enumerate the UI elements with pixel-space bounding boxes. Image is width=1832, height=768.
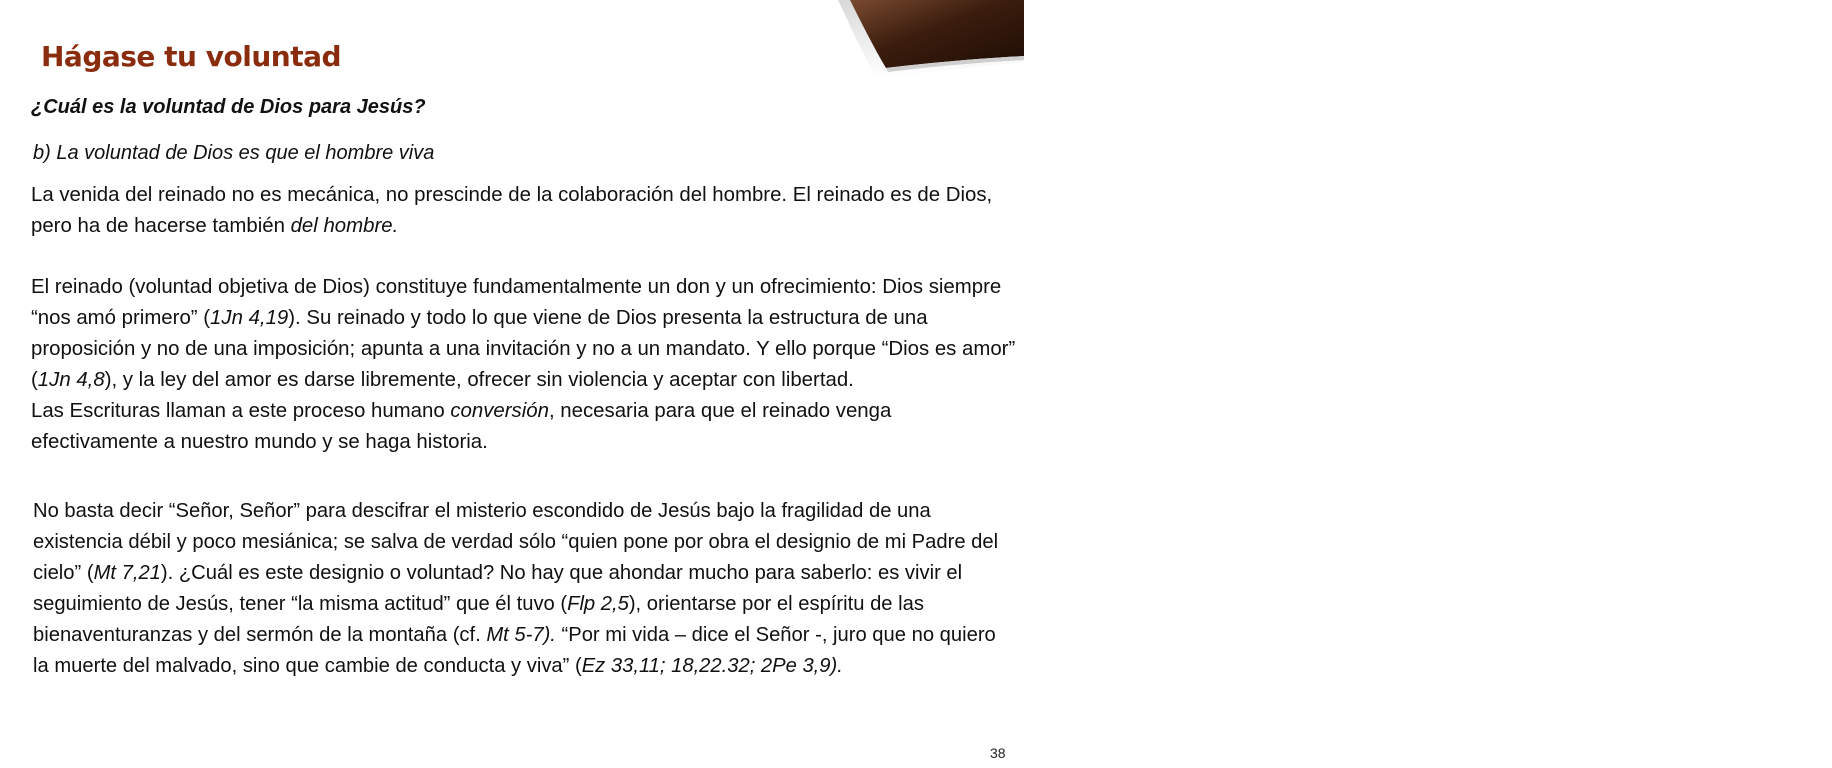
scripture-reference: 1Jn 4,8 bbox=[37, 369, 105, 391]
paragraph-text: No basta decir “Señor, Señor” para descifrar el misterio escondido de Jesús bajo la fragilidad de una existencia débil y poco mesiánica; se salva de verdad sólo “quien pone por obra el designio de mi Padre del cielo” ( bbox=[33, 500, 999, 584]
scripture-reference: Mt 5-7). bbox=[486, 624, 556, 646]
paragraph-text: El reinado (voluntad objetiva de Dios) constituye fundamentalmente un don y un ofrecimiento: Dios siempre “nos amó primero” ( bbox=[31, 276, 1002, 329]
emphasis: del hombre. bbox=[290, 215, 399, 237]
paragraph-reinado bbox=[31, 272, 1016, 458]
author-name: JJ Arias bbox=[1735, 9, 1819, 32]
scripture-reference: Mt 7,21 bbox=[93, 562, 161, 584]
paragraph-text: ), orientarse por el espíritu de las bienaventuranzas y del sermón de la montaña (cf. bbox=[33, 593, 924, 646]
question-heading: ¿Cuál es la voluntad de Dios para Jesús? bbox=[31, 96, 426, 118]
subheading: b) La voluntad de Dios es que el hombre viva bbox=[33, 142, 435, 164]
scripture-reference: Ez 33,11; 18,22.32; 2Pe 3,9). bbox=[581, 655, 843, 677]
emphasis: conversión bbox=[450, 400, 549, 422]
paragraph-venida bbox=[31, 180, 1016, 242]
paragraph-text: ). ¿Cuál es este designio o voluntad? No hay que ahondar mucho para saberlo: es vivir el seguimiento de Jesús, tener “la misma actitud” que él tuvo ( bbox=[33, 562, 963, 615]
author-banner bbox=[836, 0, 1819, 78]
page-number: 38 bbox=[990, 745, 1006, 761]
paragraph-text: , necesaria para que el reinado venga efectivamente a nuestro mundo y se haga historia. bbox=[31, 400, 892, 453]
scripture-reference: Flp 2,5 bbox=[567, 593, 629, 615]
page-title: Hágase tu voluntad bbox=[41, 40, 342, 73]
scripture-reference: 1Jn 4,19 bbox=[210, 307, 289, 329]
paragraph-senor bbox=[33, 496, 1003, 682]
paragraph-text: ), y la ley del amor es darse libremente, ofrecer sin violencia y aceptar con libertad. bbox=[104, 369, 854, 391]
banner-ribbon-shape bbox=[836, 0, 1024, 78]
paragraph-text: “Por mi vida – dice el Señor -, juro que no quiero la muerte del malvado, sino que cambie de conducta y viva” ( bbox=[33, 624, 996, 677]
paragraph-text: Las Escrituras llaman a este proceso humano bbox=[31, 400, 451, 422]
paragraph-text: La venida del reinado no es mecánica, no prescinde de la colaboración del hombre. El reinado es de Dios, pero ha de hacerse también bbox=[31, 184, 993, 237]
paragraph-text: ). Su reinado y todo lo que viene de Dios presenta la estructura de una proposición y no de una imposición; apunta a una invitación y no a un mandato. Y ello porque “Dios es amor” ( bbox=[31, 307, 1016, 391]
